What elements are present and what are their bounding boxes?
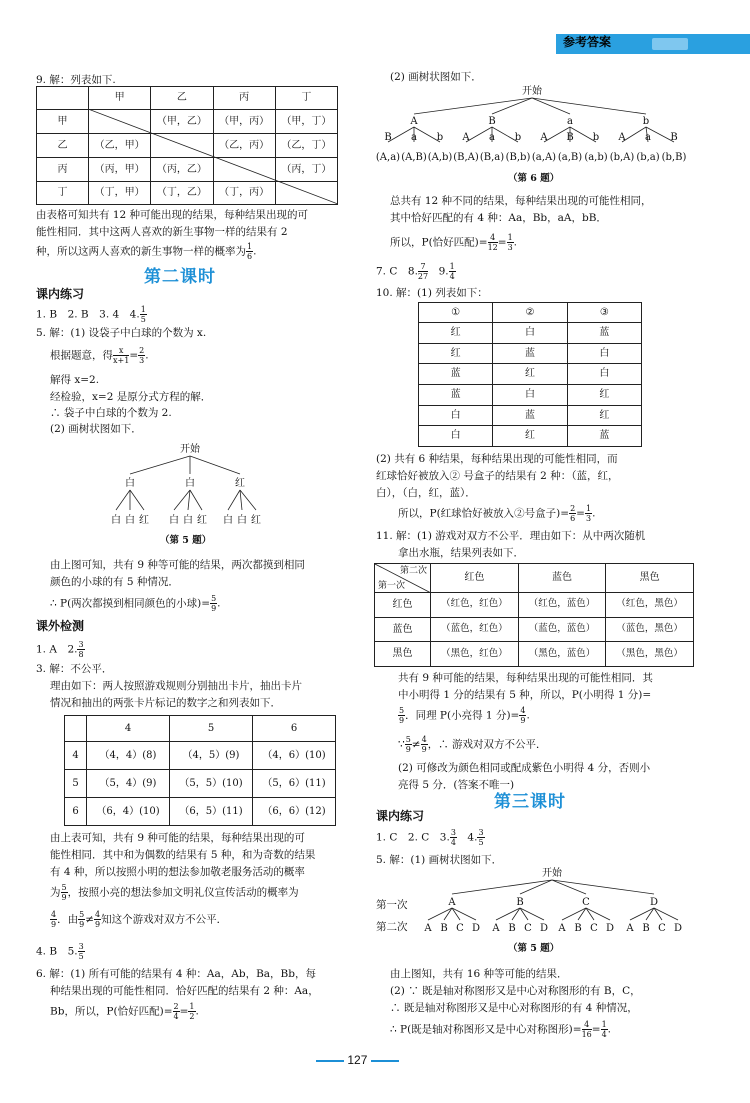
q9-cell: （丙，乙） (151, 158, 213, 182)
tree-leaf: 白 (183, 515, 193, 526)
q9-cell: （乙，甲） (89, 134, 151, 158)
l2-q5-caption: （第 5 题） (160, 535, 212, 546)
tree-leaf-label: a (645, 132, 651, 143)
q9-col-header: 丁 (275, 87, 337, 110)
tree-leaf-label: B (566, 132, 574, 143)
extra-q3-para-5: $\frac{4}{9}$ ．由 $\frac{5}{9}$ ≠ $\frac{4}{9}$ 知这个游戏对双方不公平． (51, 910, 228, 929)
q11-cell: （红色，黑色） (606, 593, 694, 618)
q3-cell: （4，4）(8) (87, 742, 170, 770)
tree-leaf: 红 (251, 515, 261, 526)
q11-col-header: 红色 (431, 564, 519, 593)
tree-leaf-label: b (436, 132, 444, 143)
lesson3-inclass-heading: 课内练习 (376, 809, 425, 823)
q3-cell: （4，5）(9) (170, 742, 253, 770)
q9-col-header: 丙 (213, 87, 275, 110)
q11-cell: （蓝色，黑色） (606, 617, 694, 642)
q6b-text-2: 其中恰好匹配的有 4 种：Aa，Bb，aA，bB． (390, 212, 607, 224)
q10-cell: 红 (493, 426, 567, 447)
q3-col-header: 4 (87, 716, 170, 742)
tree-leaf: (b,a) (636, 152, 660, 163)
q6-caption: （第 6 题） (508, 173, 560, 184)
q6b-text-3: 所以，P(恰好匹配)= $\frac{4}{12}$ = $\frac{1}{3}$ . (390, 233, 517, 252)
lesson3-text-3: ∴ 既是轴对称图形又是中心对称图形的有 4 种情况， (390, 1002, 638, 1014)
tree-leaf: B (508, 923, 516, 934)
tree-root: 开始 (542, 868, 562, 879)
header-tab (652, 38, 688, 50)
q10-cell: 红 (419, 343, 493, 364)
extra-heading: 课外检测 (36, 619, 85, 633)
tree-leaf-label: B (670, 132, 678, 143)
q9-row-header: 乙 (37, 134, 89, 158)
q11-line1: 11. 解：(1) 游戏对双方不公平．理由如下：从中两次随机 (376, 530, 646, 542)
tree-leaf-label: a (489, 132, 495, 143)
tree-node: B (516, 897, 524, 908)
q10-text-2: 红球恰好被放入② 号盒子的结果有 2 种：（蓝，红， (376, 470, 619, 482)
q11-cell: （蓝色，红色） (431, 617, 519, 642)
q11-row-header: 红色 (375, 593, 431, 618)
page-number-row (316, 1054, 399, 1068)
q11-corner-top: 第二次 (399, 566, 427, 576)
q9-cell: （丙，丁） (275, 158, 337, 182)
q9-lead: 9. 解：列表如下. (36, 74, 116, 86)
tree-leaf: D (539, 923, 549, 934)
q11-corner (375, 564, 431, 593)
l2-q5-line1: 5. 解：(1) 设袋子中白球的个数为 x. (36, 327, 207, 339)
q11-text-4: ∵ $\frac{5}{9}$ ≠ $\frac{4}{9}$ ，∴ 游戏对双方不公平． (398, 735, 547, 754)
q10-col-header: ③ (567, 303, 641, 323)
q9-cell: （甲，丙） (213, 110, 275, 134)
tree-leaf-label: B (384, 132, 392, 143)
q3-row-header: 6 (65, 798, 87, 826)
tree-node: a (567, 116, 573, 127)
tree-leaf: (a,A) (531, 152, 557, 163)
tree-leaf: A (558, 923, 566, 934)
q11-text-3: $\frac{5}{9}$ ．同理 P(小亮得 1 分)= $\frac{4}{9}$ . (399, 706, 530, 725)
q10-col-header: ② (493, 303, 567, 323)
q10-cell: 红 (419, 323, 493, 344)
q9-cell: （丁，乙） (151, 182, 213, 205)
tree-leaf: A (492, 923, 500, 934)
q11-cell: （黑色，蓝色） (518, 642, 606, 667)
q6-tree-diagram (372, 84, 694, 166)
lesson3-q5-line1: 5. 解：(1) 画树状图如下． (376, 854, 503, 866)
q9-cell: （甲，丁） (275, 110, 337, 134)
q10-cell: 白 (493, 384, 567, 405)
tree-leaf: 红 (139, 515, 149, 526)
extra-q3-line2: 理由如下：两人按照游戏规则分别抽出卡片，抽出卡片 (50, 680, 302, 692)
q11-corner-bottom: 第一次 (378, 580, 406, 591)
q3-corner (65, 716, 87, 742)
q9-corner (37, 87, 89, 110)
lesson3-caption: （第 5 题） (508, 943, 560, 954)
q10-cell: 蓝 (419, 364, 493, 385)
header-label: 参考答案 (563, 35, 612, 49)
q10-line1: 10. 解：(1) 列表如下： (376, 287, 488, 299)
q10-cell: 蓝 (493, 405, 567, 426)
q10-text-4: 所以，P(红球恰好被放入②号盒子)= $\frac{2}{6}$ = $\frac{1}{3}$ . (398, 504, 596, 523)
tree-leaf: D (471, 923, 481, 934)
tree-leaf: B (574, 923, 582, 934)
q9-row-header: 甲 (37, 110, 89, 134)
q11-cell: （红色，红色） (431, 593, 519, 618)
q3-cell: （5，5）(10) (170, 770, 253, 798)
q3-row-header: 4 (65, 742, 87, 770)
lesson3-first-label: 第一次 (376, 899, 408, 911)
q10-cell: 白 (419, 405, 493, 426)
lesson3-title: 第三课时 (494, 792, 566, 812)
tree-leaf: (a,b) (584, 152, 608, 163)
lesson3-text-1: 由上图知，共有 16 种等可能的结果． (390, 968, 568, 980)
tree-leaf-label: a (411, 132, 417, 143)
q9-col-header: 乙 (151, 87, 213, 110)
tree-leaf: (B,a) (479, 152, 505, 163)
q9-cell: （乙，丙） (213, 134, 275, 158)
tree-leaf: C (456, 923, 464, 934)
tree-node: D (649, 897, 659, 908)
q10-cell: 蓝 (419, 384, 493, 405)
q3-cell: （6，4）(10) (87, 798, 170, 826)
l2-q5-line4: 经检验，x=2 是原分式方程的解． (50, 391, 212, 403)
l2-q5-conc-2: 颜色的小球的有 5 种情况． (50, 576, 179, 588)
q10-cell: 蓝 (567, 323, 641, 344)
tree-leaf-label: A (618, 132, 626, 143)
tree-leaf: 白 (125, 515, 135, 526)
tree-leaf: (b,A) (609, 152, 635, 163)
extra-q3-para-4: 为 $\frac{5}{9}$ ，按照小亮的想法参加文明礼仪宣传活动的概率为 (50, 883, 299, 902)
tree-leaf: 白 (169, 515, 179, 526)
lesson2-title: 第二课时 (144, 267, 216, 287)
tree-node: A (410, 116, 418, 127)
q9-cell: （丁，丙） (213, 182, 275, 205)
tree-leaf: A (626, 923, 634, 934)
q10-table (418, 302, 642, 447)
q11-text-2: 中小明得 1 分的结果有 5 种，所以，P(小明得 1 分)= (398, 689, 652, 701)
q11-text-1: 共有 9 种可能的结果，每种结果出现的可能性相同．其 (398, 672, 653, 684)
extra-q3-para-1: 由上表可知，共有 9 种可能的结果，每种结果出现的可 (50, 832, 305, 844)
q3-cell: （4，6）(10) (253, 742, 336, 770)
tree-node: C (582, 897, 590, 908)
l2-q5-conc-1: 由上图可知，共有 9 种等可能的结果，两次都摸到相同 (50, 559, 305, 571)
l2-tree-diagram (110, 440, 270, 528)
page-dot-right (371, 1060, 399, 1062)
q11-row-header: 黑色 (375, 642, 431, 667)
tree-leaf: A (424, 923, 432, 934)
extra-q6-line1: 6. 解：(1) 所有可能的结果有 4 种：Aa，Ab，Ba，Bb，每 (36, 968, 316, 980)
q11-cell: （黑色，黑色） (606, 642, 694, 667)
lesson3-tree-diagram (416, 866, 684, 934)
q9-row-header: 丙 (37, 158, 89, 182)
tree-root: 开始 (180, 444, 200, 455)
extra-q3-para-3: 有 4 种，所以按照小明的想法参加敬老服务活动的概率 (50, 866, 305, 878)
page-dot-left (316, 1060, 344, 1062)
extra-q45: 4. B 5. $\frac{3}{5}$ (36, 942, 84, 961)
tree-leaf: (A,b) (427, 152, 453, 163)
l2-q5-conc-3: ∴ P(两次都摸到相同颜色的小球)= $\frac{5}{9}$ . (50, 594, 221, 613)
l2-q5-line5: ∴ 袋子中白球的个数为 2. (50, 407, 172, 419)
q11-cell: （红色，蓝色） (518, 593, 606, 618)
q9-cell: （甲，乙） (151, 110, 213, 134)
tree-leaf-label: b (592, 132, 600, 143)
q10-cell: 红 (567, 384, 641, 405)
tree-leaf: (B,A) (453, 152, 479, 163)
lesson2-answers: 1. B 2. B 3. 4 4. $\frac{1}{5}$ (36, 305, 146, 324)
q10-cell: 白 (567, 364, 641, 385)
tree-node: B (488, 116, 496, 127)
tree-leaf: 白 (223, 515, 233, 526)
q9-table-diagonal (88, 109, 338, 204)
tree-leaf-label: b (514, 132, 522, 143)
q10-cell: 蓝 (493, 343, 567, 364)
q11-text-5: (2) 可修改为颜色相同或配成紫色小明得 4 分，否则小 (398, 762, 651, 774)
tree-leaf: D (673, 923, 683, 934)
tree-leaf: B (642, 923, 650, 934)
tree-leaf-label: A (462, 132, 470, 143)
q3-row-header: 5 (65, 770, 87, 798)
q10-cell: 红 (493, 364, 567, 385)
tree-leaf: 白 (111, 515, 121, 526)
tree-node: 白 (185, 478, 195, 489)
q11-line2: 拿出水瓶，结果列表如下． (398, 547, 524, 559)
extra-q3-line3: 情况和抽出的两张卡片标记的数字之和列表如下． (50, 697, 281, 709)
q78-answers: 7. C 8. $\frac{7}{27}$ 9. $\frac{1}{4}$ (376, 262, 455, 281)
q10-col-header: ① (419, 303, 493, 323)
extra-answers: 1. A 2. $\frac{3}{8}$ (36, 640, 84, 659)
tree-leaf: 红 (197, 515, 207, 526)
extra-q3-line1: 3. 解：不公平． (36, 663, 113, 675)
q11-table (374, 563, 694, 667)
q10-cell: 白 (567, 343, 641, 364)
tree-leaf: D (605, 923, 615, 934)
tree-leaf: C (590, 923, 598, 934)
q11-text-6: 亮得 5 分．(答案不唯一) (398, 779, 515, 791)
lesson3-answers: 1. C 2. C 3. $\frac{3}{4}$ 4. $\frac{3}{5}$ (376, 828, 484, 847)
q9-col-header: 甲 (89, 87, 151, 110)
q11-col-header: 蓝色 (518, 564, 606, 593)
tree-leaf: C (658, 923, 666, 934)
tree-leaf: (a,B) (557, 152, 583, 163)
tree-leaf-label: A (540, 132, 548, 143)
q3-cell: （5，6）(11) (253, 770, 336, 798)
q3-cell: （6，6）(12) (253, 798, 336, 826)
extra-q6-line3: Bb，所以，P(恰好匹配)= $\frac{2}{4}$ = $\frac{1}{2}$ . (50, 1002, 199, 1021)
q11-row-header: 蓝色 (375, 617, 431, 642)
tree-leaf: C (524, 923, 532, 934)
q9-cell: （丁，甲） (89, 182, 151, 205)
tree-node: A (448, 897, 456, 908)
extra-q3-table (64, 715, 336, 826)
tree-leaf: (b,B) (661, 152, 687, 163)
q3-cell: （5，4）(9) (87, 770, 170, 798)
tree-leaf: B (440, 923, 448, 934)
q9-text-3: 种，所以这两人喜欢的新生事物一样的概率为 $\frac{1}{6}$ . (36, 242, 257, 261)
q11-col-header: 黑色 (606, 564, 694, 593)
l2-q5-line6: (2) 画树状图如下． (50, 423, 142, 435)
tree-root: 开始 (522, 86, 542, 97)
lesson2-inclass-heading: 课内练习 (36, 287, 85, 301)
q11-cell: （蓝色，蓝色） (518, 617, 606, 642)
l2-q5-line3: 解得 x=2. (50, 374, 100, 386)
q3-cell: （6，5）(11) (170, 798, 253, 826)
q9-text-1: 由表格可知共有 12 种可能出现的结果，每种结果出现的可 (36, 209, 309, 221)
q3-col-header: 6 (253, 716, 336, 742)
lesson3-text-4: ∴ P(既是轴对称图形又是中心对称图形)= $\frac{4}{16}$ = $\frac{1}{4}$ . (390, 1020, 612, 1039)
q10-text-1: (2) 共有 6 种结果，每种结果出现的可能性相同，而 (376, 453, 618, 465)
q11-cell: （黑色，红色） (431, 642, 519, 667)
q10-cell: 白 (419, 426, 493, 447)
q9-cell: （乙，丁） (275, 134, 337, 158)
q6b-text-1: 总共有 12 种不同的结果，每种结果出现的可能性相同， (390, 195, 652, 207)
q10-cell: 蓝 (567, 426, 641, 447)
q3-col-header: 5 (170, 716, 253, 742)
q9-text-2: 能性相同．其中这两人喜欢的新生事物一样的结果有 2 (36, 226, 288, 238)
tree-node: 白 (125, 478, 135, 489)
q9-row-header: 丁 (37, 182, 89, 205)
tree-leaf: (A,B) (401, 152, 427, 163)
q9-cell: （丙，甲） (89, 158, 151, 182)
tree-leaf: (A,a) (375, 152, 401, 163)
l2-q5-line2: 根据题意，得 $\frac{x}{x+1}$ = $\frac{2}{3}$ . (50, 346, 149, 365)
tree-node: 红 (235, 478, 245, 489)
page-number: 127 (347, 1053, 368, 1067)
tree-leaf: (B,b) (505, 152, 531, 163)
q10-cell: 红 (567, 405, 641, 426)
extra-q6-line2: 种结果出现的可能性相同．恰好匹配的结果有 2 种：Aa， (50, 985, 319, 997)
q10-cell: 白 (493, 323, 567, 344)
tree-node: b (642, 116, 650, 127)
q10-text-3: 白），（白，红，蓝）． (376, 487, 476, 499)
lesson3-second-label: 第二次 (376, 921, 408, 933)
extra-q3-para-2: 能性相同．其中和为偶数的结果有 5 种，和为奇数的结果 (50, 849, 316, 861)
lesson3-text-2: (2) ∵ 既是轴对称图形又是中心对称图形的有 B，C， (390, 985, 641, 997)
q6b-line1: (2) 画树状图如下． (390, 71, 482, 83)
tree-leaf: 白 (237, 515, 247, 526)
